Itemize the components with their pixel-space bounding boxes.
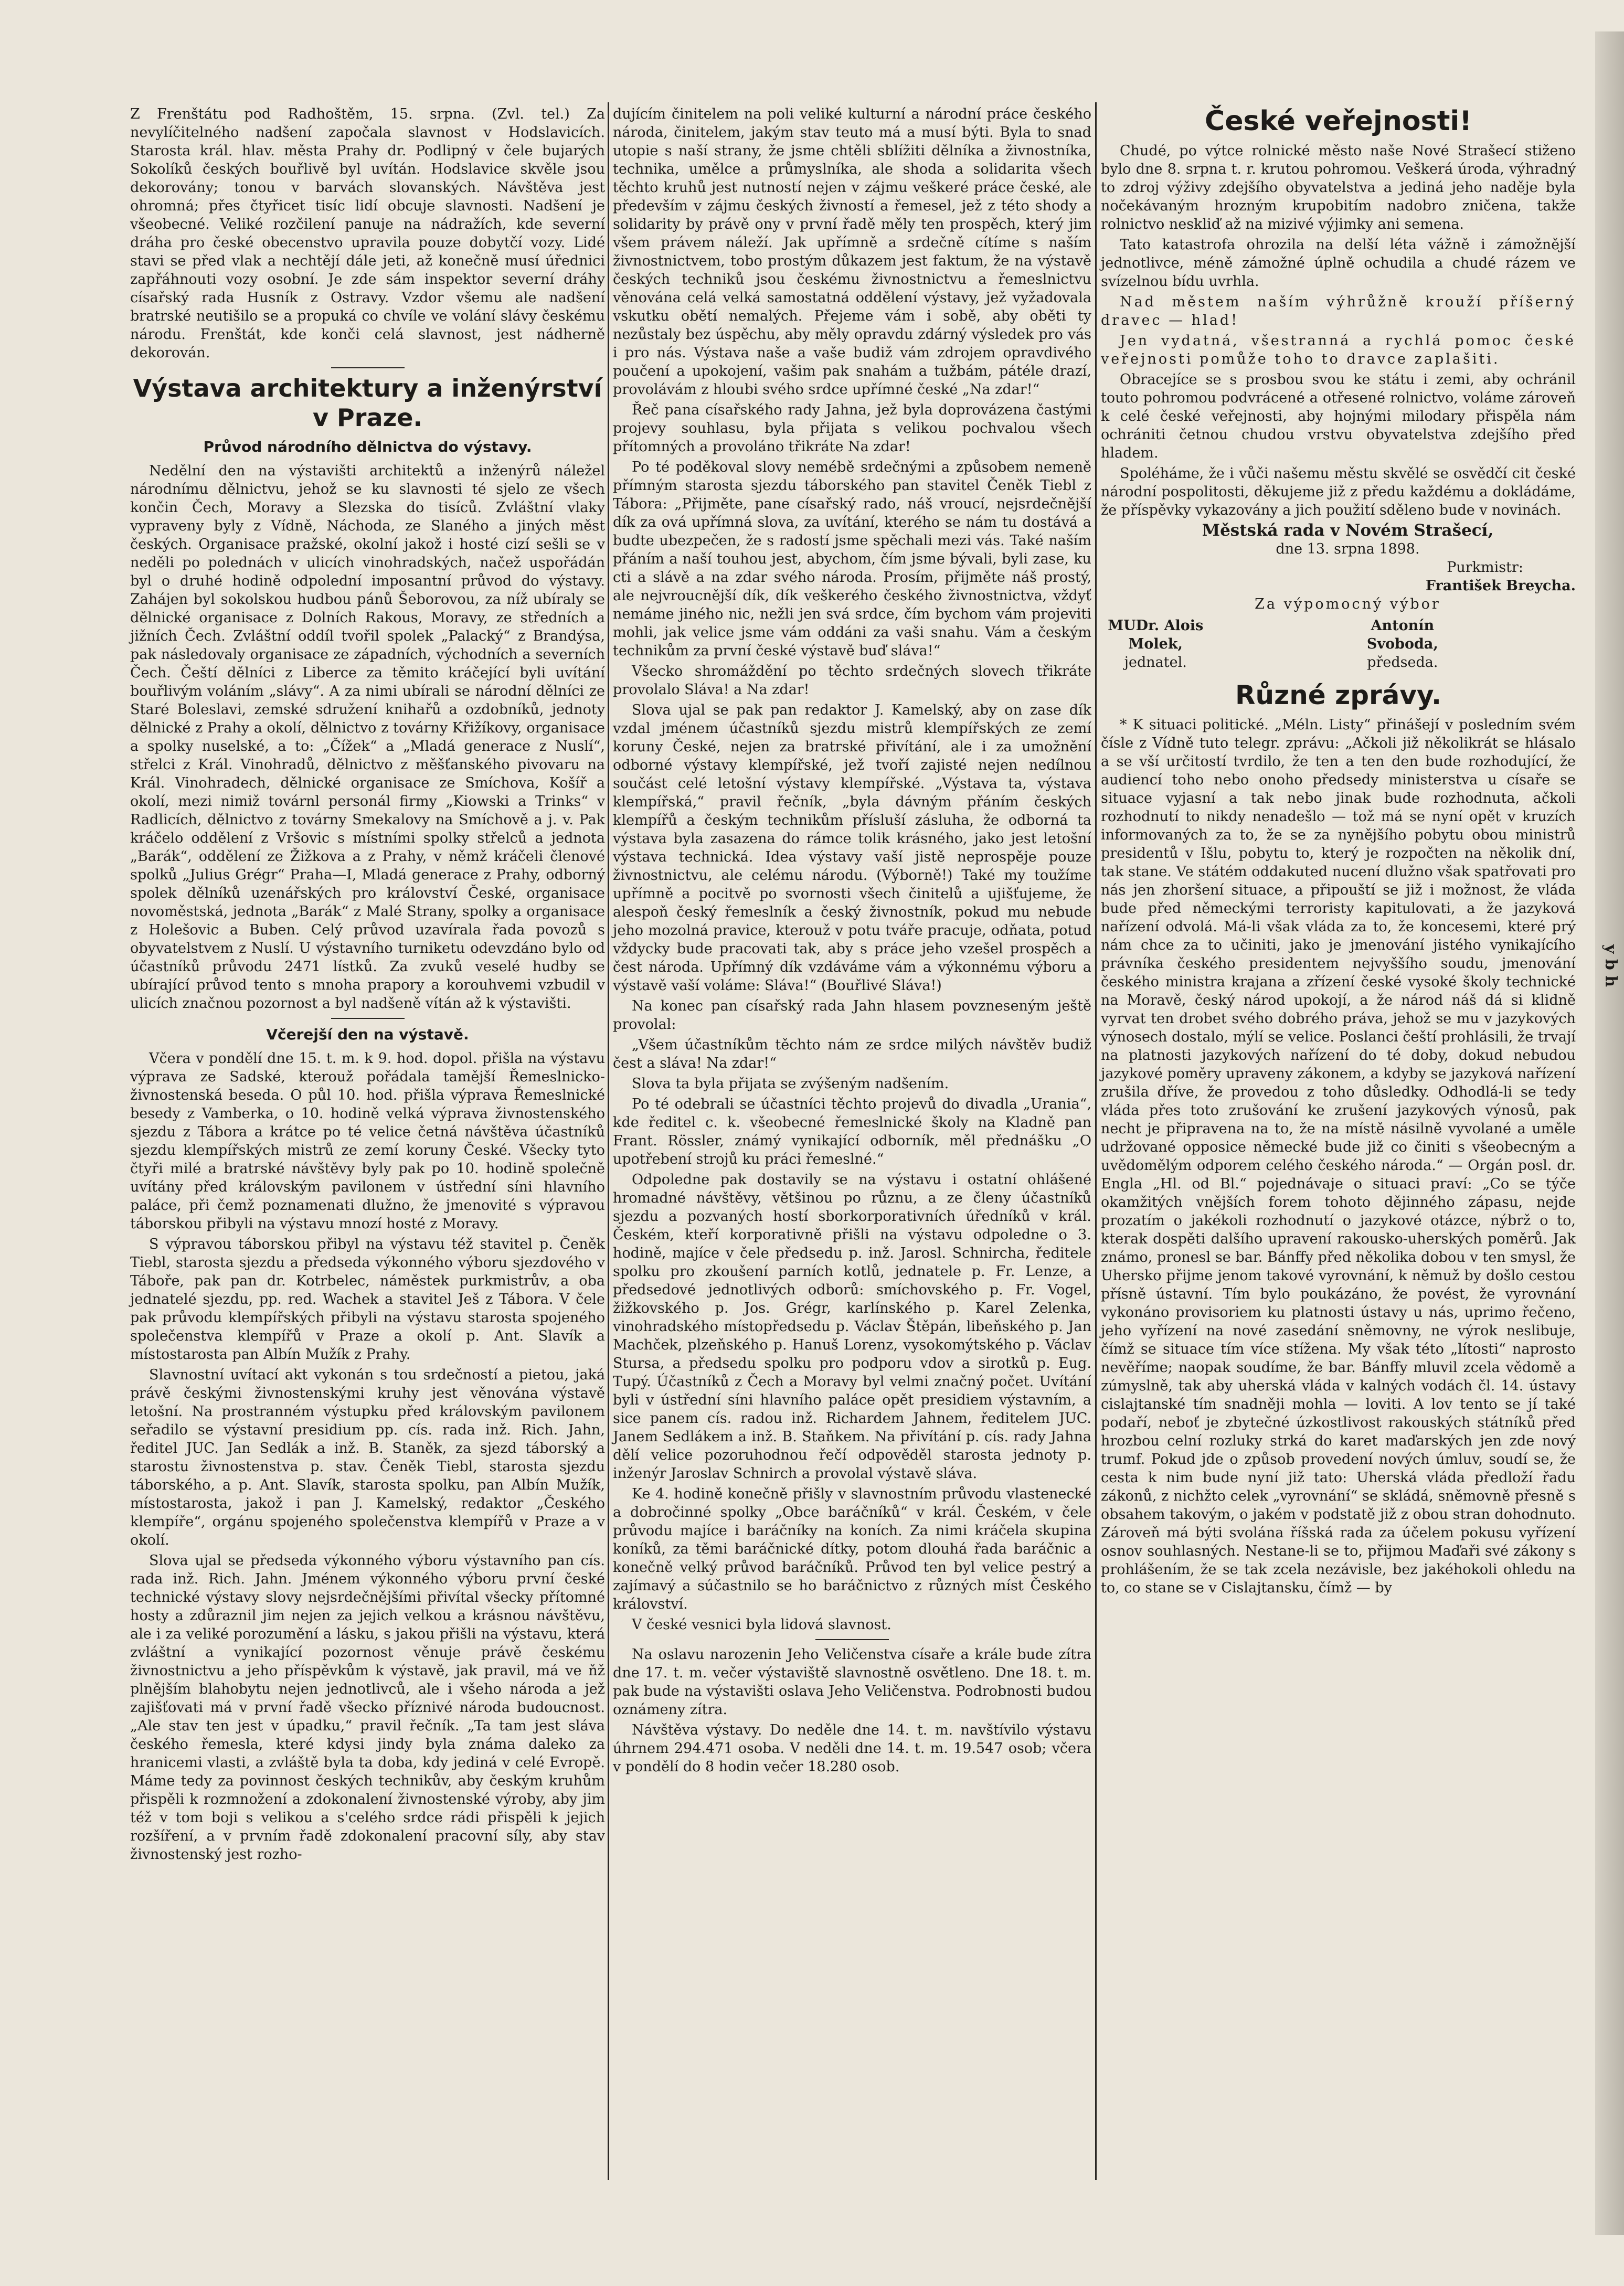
appeal-chude: Chudé, po výtce rolnické město naše Nové Strašecí stiženo bylo dne 8. srpna t. r. krutou pohromou. Veškerá úroda, výhradný to zdroj výživy zdejšího obyvatelstva a jediná jeho naděje byla nočekávaným hrozným krupobitím nadobro zničena, takže rolnictvo neskliď až na mizivé výjimky ani semena.	[1101, 143, 1576, 232]
paragraph-baracnici: Ke 4. hodině konečně přišly v slavnostním průvodu vlastenecké a dobročinné spolky „Obce baráčníků“ v král. Českém, v čele průvodu majíce i baráčníky na koních. Za nimi kráčela skupina koníků, za těmi baráčnické dítky, potom dlouhá řada baráčnic a konečně velký průvod baráčníků. Průvod ten byl velice pestrý a zajímavý a súčastnilo se ho baráčnictvo z různých míst Českého království.	[613, 1486, 1091, 1612]
subhead-vcerejsi: Včerejší den na výstavě.	[266, 1026, 469, 1043]
section-divider	[331, 367, 405, 368]
headline-vystava: Výstava architektury a inženýrství v Praze.	[133, 374, 602, 432]
article-frenstat: Z Frenštátu pod Radhoštěm, 15. srpna. (Zvl. tel.) Za nevylíčitelného nadšení započala slavnost v Hodslavicích. Starosta král. hlav. města Prahy dr. Podlipný v čele bujarých Sokolíků českých bouřlivě byl uvítán. Hodslavice skvěle jsou dekorovány; tonou v barvách slovanských. Návštěva jest ohromná; přes čtyřicet tisíc lidí obcuje slavnosti. Nadšení je všeobecné. Veliké rozčilení panuje na nádražích, kde severní dráha pro české obecenstvo upravila pouze dobytčí vozy. Lidé stavi se před vlak a nechtějí dále jeti, až konečně musí úřednici zapřáhnouti vozy osobní. Je zde sám inspektor severní dráhy císařský rada Husník z Ostravy. Vzdor všemu ale nadšení bratrské neutišilo se a propuká co chvíle ve volání slávy českému národu. Frenštát, kde konči celá slavnost, jest nádherně dekorován.	[130, 106, 605, 361]
paragraph-vcera: Včera v pondělí dne 15. t. m. k 9. hod. dopol. přišla na výstavu výprava ze Sadské, kterouž pořádala tamější Řemeslnicko-živnostenská beseda. O půl 10. hod. přišla výprava Řemeslnické besedy z Vamberka, o 10. hodině velká výprava živnostenského sjezdu z Tábora a krátce po té velice četná návštěva účastníků sjezdu klempířských mistrů ze zemí koruny České. Všecky tyto čtyři milé a bratrské návštěvy byly pak po 10. hodině společně uvítány před královským pavilonem v ústřední síni hlavního paláce, při čemž poznamenati dlužno, že jmenovité s výpravou táborskou přibyli na výstavu mnozí hosté z Moravy.	[130, 1050, 605, 1232]
paragraph-urania: Po té odebrali se účastníci těchto projevů do divadla „Urania“, kde ředitel c. k. všeobecné řemeslnické školy na Kladně pan Frant. Rössler, známý vynikající odborník, měl přednášku „O upotřebení strojů ku práci řemeslné.“	[613, 1096, 1091, 1167]
column-right	[1101, 105, 1576, 1599]
column-middle	[613, 105, 1091, 1778]
headline-ceske-verejnosti: České veřejnosti!	[1205, 105, 1472, 137]
signature-vybor: Za výpomocný výbor	[1255, 596, 1441, 612]
section-divider	[331, 1018, 405, 1019]
signature-svoboda	[1348, 616, 1576, 672]
paragraph-slova-ujal: Slova ujal se předseda výkonného výboru výstavního pan cís. rada inž. Rich. Jahn. Jménem výkonného výboru první české technické výstavy slovy nejsrdečnějšími přivítal všecky přítomné hosty a zdůraznil jim nejen za jejich velkou a krásnou návštěvu, ale i za veliké porozumění a lásku, s jakou přišli na výstavu, která zvláštní a vynikající pozornost věnuje právě českému živnostnictvu a jeho příspěvkům k výstavě, jak pravil, má ve ňž plnějším blahobytu nejen jednotlivců, ale i všeho národa a jež zajišťovati má v první řadě všecko příznivé národa budoucnost. „Ale stav ten jest v úpadku,“ pravil řečník. „Ta tam jest sláva českého řemesla, které kdysi jindy byla známa daleko za hranicemi vlasti, a zvláště byla ta doba, kdy jediná v celé Evropě. Máme tedy za povinnost českých technikův, aby českým kruhům přispěli k rozmnožení a zdokonalení živnostenské výroby, aby jim též v tom boji s velikou a s'celého srdce rádi přispěli k jejich rozšíření, a v prvním řadě zdokonalení pracovní síly, aby stav živnostenský jest rozho-	[130, 1553, 605, 1863]
signature-breycha: František Breycha.	[1425, 578, 1576, 594]
paragraph-rec: Řeč pana císařského rady Jahna, jež byla doprovázena častými projevy souhlasu, byla přijata s velikou pochvalou všech přítomných a provoláno třikráte Na zdar!	[613, 402, 1091, 455]
appeal-hlad: Nad městem naším výhrůžně krouží příšerný dravec — hlad!	[1101, 294, 1576, 328]
article-pruvod: Nedělní den na výstavišti architektů a inženýrů náležel národnímu dělnictvu, jehož se ku slavnosti té sjelo ze všech končin Čech, Moravy a Slezska do tisíců. Zvláštní vlaky vypraveny byly z Vídně, Náchoda, ze Slaného a jiných měst českých. Organisace pražské, okolní jakož i hosté cizí sešli se v neděli po polednách v ulicích vinohradských, načež uspořádán byl o druhé hodině odpolední imposantní průvod do výstavy. Zahájen byl sokolskou hudbou pánů Šeborovou, za níž ubíraly se dělnické organisace z Dolních Rakous, Moravy, ze středních a jižních Čech. Zvláštní oddíl tvořil spolek „Palacký“ z Brandýsa, pak následovaly organisace ze západních, východních a severních Čech. Čeští dělníci z Liberce za těmito kráčející byli uvítání bouřlivým voláním „slávy“. A za nimi ubírali se národní dělníci ze Staré Boleslavi, zemské sdružení knihařů a ozdobníků, jednoty dělnické z Prahy a okolí, dělnictvo z továrny Křižíkovy, organisace a spolky nuselské, a to: „Čížek“ a „Mladá generace z Nuslí“, střelci z Král. Vinohradů, dělnictvo z měšťanského pivovaru na Král. Vinohradech, dělnické organisace ze Smíchova, Košíř a okolí, mezi nimiž továrnl personál firmy „Kiowski a Trinks“ v Radlicích, dělnictvo z továrny Smekalovy na Smíchově a j. v. Pak kráčelo oddělení z Vršovic s místními spolky střelců a jednota „Barák“, oddělení ze Žižkova a z Prahy, v němž kráčeli členové spolků „Julius Grégr“ Praha—I, Mladá generace z Prahy, odborný spolek dělníků uzenářských pro království České, organisace novoměstská, jednota „Barák“ z Malé Strany, spolky a organisace z Holešovic a Buben. Celý průvod uzavírala řada povozů s obyvatelstvem z Nuslí. U výstavního turniketu odevzdáno bylo od účastníků průvodu 2471 lístků. Za zvuků veselé hudby se ubírající průvod tento s mnoha prapory a korouhvemi vzbudil v ulicích značnou pozornost a byl nadšeně vítán až k výstavišti.	[130, 463, 605, 1012]
paragraph-nadseni: Slova ta byla přijata se zvýšeným nadšením.	[632, 1076, 949, 1092]
paragraph-ceska-vesnice: V české vesnici byla lidová slavnost.	[632, 1617, 891, 1633]
appeal-pomoc: Jen vydatná, všestranná a rychlá pomoc české veřejnosti pomůže toho to dravce zaplašiti.	[1101, 333, 1576, 367]
signature-svoboda-name: Antonín Svoboda,	[1366, 618, 1438, 652]
adjacent-page-text: y b h	[1601, 944, 1620, 987]
paragraph-kamelsky: Slova ujal se pak pan redaktor J. Kamelský, aby on zase dík vzdal jménem účastníků sjezdu mistrů klempířských ze zemí koruny České, nejen za bratrské přivítání, ale i za umožnění odborné výstavy klempířské, jež tvoří zajisté nejen nedílnou součást celé letošní výstavy klempířské. „Výstava ta, výstava klempířská,“ pravil řečník, „byla dávným přáním českých klempířů a českým technikům přísluší zásluha, že odborná ta výstava byla zasazena do rámce tolik krásného, jako jest letošní výstava technická. Idea výstavy vaší jistě neprospěje pouze živnostnictvu, ale celému národu. (Výborně!) Také my toužíme upřímně a pocitvě po svornosti všech činitelů a ujišťujeme, že alespoň český řemeslník a český živnostník, pokud mu nebude jeho mozolná pravice, kterouž v potu tváře pracuje, odňata, potud vždycky bude pracovati tak, aby s práce jeho vzešel prospěch a čest národa. Upřímný dík vzdáváme vám a výkonnému výboru a výstavě vaší voláme: Sláva!“ (Bouřlivé Sláva!)	[613, 702, 1091, 994]
adjacent-page-edge	[1595, 31, 1624, 2235]
paragraph-slavnostni: Slavnostní uvítací akt vykonán s tou srdečností a pietou, jaká právě českými živnostenskými kruhy jest věnována výstavě letošní. Na prostranném výstupku před královským pavilonem seřadilo se výstavní presidium pp. cís. rada inž. Rich. Jahn, ředitel JUC. Jan Sedlák a inž. B. Staněk, za sjezd táborský a starostu živnostenstva p. stav. Čeněk Tiebl, starosta sjezdu táborského, a p. Ant. Slavík, starosta spolku, pan Albín Mužík, místostarosta, jakož i pan J. Kamelský, redaktor „Českého klempíře“, orgánu spojeného společenstva klempířů v Praze a v okolí.	[130, 1367, 605, 1548]
column-left	[130, 105, 605, 1866]
signature-molek-role: jednatel.	[1124, 654, 1187, 671]
paragraph-s-vypravou: S výpravou táborskou přibyl na výstavu též stavitel p. Čeněk Tiebl, starosta sjezdu a předseda výkonného výboru sjezdového v Táboře, pak pan dr. Kotrbelec, náměstek purkmistrův, a oba jednatelé sjezdu, pp. red. Wachek a stavitel Ješ z Tábora. V čele pak průvodu klempířských přibyli na výstavu starosta spojeného společenstva klempířů v Praze a okolí p. Ant. Slavík a místostarosta pan Albín Mužík z Prahy.	[130, 1236, 605, 1363]
subhead-pruvod: Průvod národního dělnictva do výstavy.	[203, 438, 532, 455]
article-situace-politicka: * K situaci politické. „Méln. Listy“ přinášejí v posledním svém čísle z Vídně tuto telegr. zprávu: „Ačkoli již několikrát se hlásalo a se vší určitostí tvrdilo, že ten a ten den bude rozhodující, že audiencí toho nebo onoho předsedy ministerstva u císaře se situace vyjasní a tak nebo jinak bude rozhodnuta, ačkoli rozhodnutí to nikdy nenadešlo — tož má se nyní opět v kruzích informovaných za to, že se za nynějšího pobytu obou ministrů presidentů v Išlu, pobytu to, který je rozpočten na několik dní, tak stane. Ve státém oddakuted nucení dlužno však spatřovati pro nás jen zhoršení situace, a připouští se již i možnost, že vláda bude před německými terroristy kapitulovati, a že jazyková nařízení odvolá. Má-li však vláda za to, že koncesemi, které prý nám chce za to učiniti, jako je jmenování jistého vynikajícího právníka českého presidentem nejvyššího soudu, jmenování českého ministra krajana a zřízení české vysoké školy technické na Moravě, český národ upokojí, a že národ náš dá si klidně vyrvat ten drobet svého dobrého práva, jehož se mu v jazykových výnosech dostalo, mýlí se velice. Poslanci čeští prohlásili, že trvají na platnosti jazykových nařízení do té doby, dokud nebudou jazykové poměry upraveny zákonem, a kdyby se jazyková nařízení zrušila dříve, že provedou z toho důsledky. Odhodlá-li se tedy vláda přes toto zrušování ke zrušení jazykových výnosů, pak necht je připravena na to, že na místě násilně vyvolané a uměle udržované opposice německé bude již co činiti s všeobecným a uvědomělým odporem celého českého národa.“ — Orgán posl. dr. Engla „Hl. od Bl.“ pojednávaje o situaci praví: „Co se týče okamžitých vnějších forem tohoto dějinného zápasu, nejde prozatím o jakékoli rozhodnutí o jazykové otázce, nýbrž o to, kterak dospěti dalšího upravení rakousko-uherských poměrů. Jak známo, pronesl se bar. Bánffy před několika dobou v ten smysl, že Uhersko přijme jenom takové vyrovnání, k němuž by došlo cestou přísně ústavní. Tím bylo poukázáno, že povést, že vyrovnání vykonáno provisoriem ku platnosti ústavy u nás, uprimo řečeno, jeho vyřízení na nové zasedání sněmovny, ne výrok neslibuje, čímž se situace tím více stížena. My však této „lítosti“ naprosto nevěříme; naopak soudíme, že bar. Bánffy mluvil zcela vědomě a zúmyslně, tak aby uherská vláda v kalných vodách čl. 14. ústavy cislajtanské tím snadněji mohla — loviti. A lov tento se jí také podaří, neboť je zbytečné úzkostlivost rakouských státníků před hrozbou celní rozluky strká do karet maďarských jen zde nový trumf. Pokud jde o způsob provedení nových úmluv, soudí se, že cesta k nim bude nyní již tato: Uherská vláda předloží řadu zákonů, z nichžto celek „vyrovnání“ se skládá, sněmovně přesně s obsahem takovým, o jakém v podstatě již z obou stran dohodnuto. Zároveň má býti svolána říšská rada za účelem pokusu vyřízení osnov souhlasných. Nestane-li se to, přijmou Maďaři své zákony s prohlášením, že se tak zcela nezávisle, bez jakéhokoli ohledu na to, co stane se v Cislajtansku, čímž — by	[1101, 717, 1576, 1596]
paragraph-continuation: dujícím činitelem na poli veliké kulturní a národní práce českého národa, činitelem, jakým stav teuto má a musí býti. Byla to snad utopie s naší strany, že jsme chtěli sblížiti dělníka a živnostníka, technika, umělce a průmyslníka, ale shoda a solidarita všech těchto kruhů jest nutností nejen v zájmu veškeré práce české, ale především v zájmu českých živností a řemesel, jež z této shody a solidarity by právě ony v první řadě měly ten prospěch, který jim všem právem náleží. Jak upřímně a srdečně cítíme s naším živnostnictvem, tobo prostým důkazem jest faktum, že na výstavě českých techniků jsou českému živnostnictvu a řemeslnictvu věnována celá velká samostatná oddělení výstavy, jež vyžadovala vskutku obětí nemalých. Přejeme vám i sobě, aby oběti ty nezůstaly bez úspěchu, aby měly opravdu zdárný výsledek pro vás i pro nás. Výstava naše a vaše budiž vám zdrojem opravdivého poučení a upokojení, vašim pak snahám a tužbám, pátéle drazí, provolávám z hloubi svého srdce upřímné české „Na zdar!“	[613, 106, 1091, 398]
appeal-spoleham: Spoléháme, že i vůči našemu městu skvělé se osvědčí cit české národní pospolitosti, děkujeme již z předu každému a dokládáme, že příspěvky vykazovány a jich použití sděleno bude v novinách.	[1101, 465, 1576, 518]
signature-purkmistr-label: Purkmistr:	[1447, 559, 1523, 576]
column-rule-right	[1095, 102, 1097, 2180]
signature-pair	[1101, 616, 1576, 672]
headline-ruzne-zpravy: Různé zprávy.	[1235, 680, 1441, 710]
section-divider	[815, 1639, 889, 1640]
column-rule-left	[608, 102, 609, 2180]
paragraph-odpoledne: Odpoledne pak dostavily se na výstavu i ostatní ohlášené hromadné návštěvy, většinou po různu, a ze členy účastníků sjezdu a pozvaných hostí sborkorporativních úředníků v král. Českém, kteří korporativně přišli na výstavu odpoledne o 3. hodině, majíce v čele předsedu p. inž. Jarosl. Schnircha, ředitele spolku pro zkoušení parních kotlů, jednatele p. Fr. Lenze, a předsedové jednotlivých odborů: smíchovského p. Fr. Vogel, žižkovského p. Jos. Grégr, karlínského p. Karel Zelenka, vinohradského místopředsedu p. Václav Štěpán, libeňského p. Jan Machček, plzeňského p. Hanuš Lorenz, vysokomýtského p. Václav Stursa, a předsedu spolku pro podporu vdov a sirotků p. Eug. Tupý. Účastníků z Čech a Moravy byl velmi značný počet. Uvítání byli v ústřední síni hlavního paláce opět presidiem výstavním, a sice panem cís. radou inž. Richardem Jahnem, ředitelem JUC. Janem Sedlákem a inž. B. Staňkem. Na přivítání p. cís. rady Jahna dělí velice pozoruhodnou řečí odpověděl starosta jednoty p. inženýr Jaroslav Schnirch a provolal výstavě sláva.	[613, 1172, 1091, 1482]
paragraph-na-konec: Na konec pan císařský rada Jahn hlasem povzneseným ještě provolal:	[613, 998, 1091, 1033]
paragraph-navsteva: Návštěva výstavy. Do neděle dne 14. t. m. navštívilo výstavu úhrnem 294.471 osoba. V neděli dne 14. t. m. 19.547 osob; včera v pondělí do 8 hodin večer 18.280 osob.	[613, 1722, 1091, 1775]
paragraph-podekoval: Po té poděkoval slovy nemébě srdečnými a způsobem nemeně přímným starosta sjezdu táborského pan stavitel Čeněk Tiebl z Tábora: „Přijměte, pane císařský rado, náš vroucí, nejsrdečnější dík za ová upřímná slova, za uvítání, kterého se nám tu dostává a budte ubezpečen, že s radostí jsme spěchali mezi vás. Také naším přáním a naší touhou jest, abychom, čím jsme bývali, byli zase, ku cti a slávě a na zdar svého národa. Prosím, přijměte náš prostý, ale nejvroucnější dík, dík veškerého českého živnostnictva, vždyť nemáme jiného nic, nežli jen svá srdce, čím bychom vám projeviti mohli, jak velice jsme vám oddáni za vaši snahu. Vám a českým technikům za první české výstavě buď sláva!“	[613, 459, 1091, 659]
appeal-katastrofa: Tato katastrofa ohrozila na delší léta vážně i zámožnější jednotlivce, méně zámožné úplně ochudila a chudé rázem ve svízelnou bídu uvrhla.	[1101, 237, 1576, 290]
signature-date: dne 13. srpna 1898.	[1276, 541, 1420, 557]
paragraph-oslava: Na oslavu narozenin Jeho Veličenstva císaře a krále bude zítra dne 17. t. m. večer výstaviště slavnostně osvětleno. Dne 18. t. m. pak bude na výstavišti oslava Jeho Veličenstva. Podrobnosti budou oznámeny zítra.	[613, 1646, 1091, 1718]
paragraph-vsecko: Všecko shromáždění po těchto srdečných slovech třikráte provolalo Sláva! a Na zdar!	[613, 663, 1091, 698]
signature-svoboda-role: předseda.	[1367, 654, 1438, 671]
signature-molek	[1101, 616, 1329, 672]
signature-molek-name: MUDr. Alois Molek,	[1108, 618, 1204, 652]
signature-rada: Městská rada v Novém Strašecí,	[1202, 521, 1494, 540]
paragraph-quote: „Všem účastníkům těchto nám ze srdce milých návštěv budiž čest a sláva! Na zdar!“	[613, 1037, 1091, 1071]
appeal-prosba: Obracejíce se s prosbou svou ke státu i zemi, aby ochránil touto pohromou podvrácené a otřesené rolnictvo, voláme zároveň k celé české veřejnosti, aby hojnými milodary přispěla nám ochrániti četnou chudou vrstvu obyvatelstva zdejšího před hladem.	[1101, 371, 1576, 461]
